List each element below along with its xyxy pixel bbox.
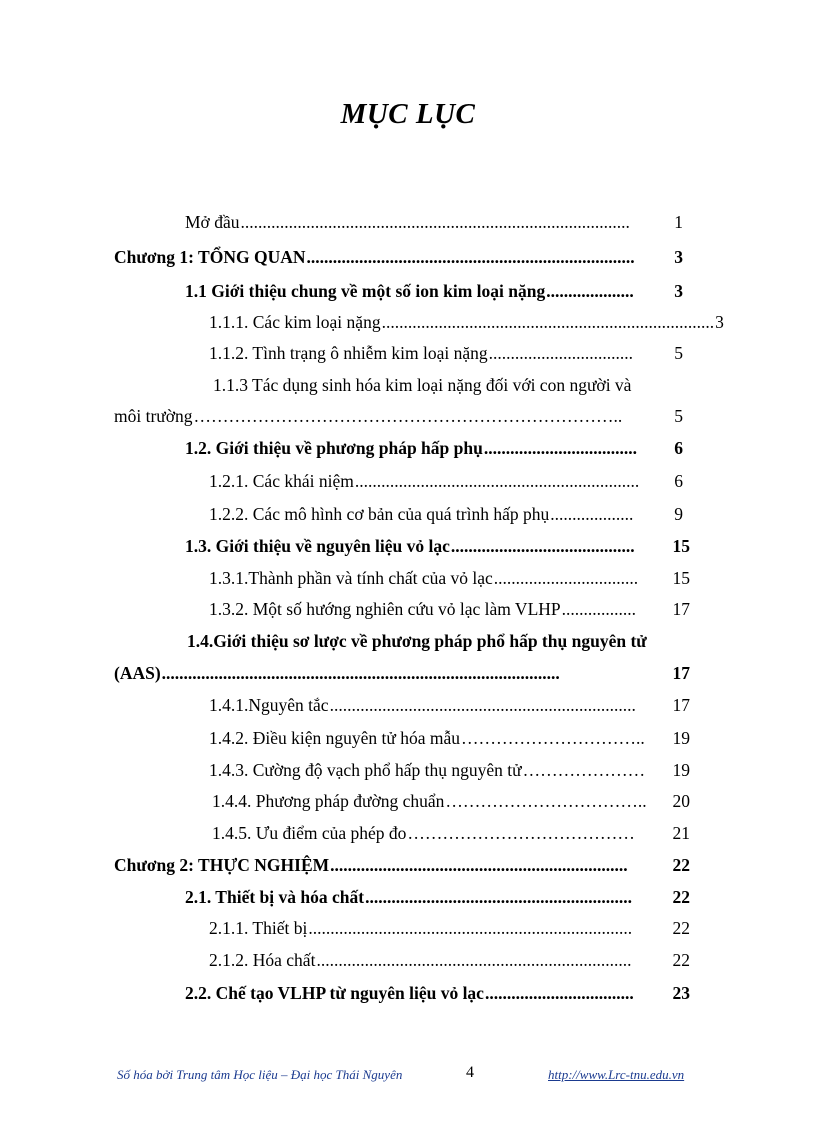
toc-entry (209, 307, 724, 337)
toc-entry-continued (187, 626, 716, 656)
footer-link[interactable]: http://www.Lrc-tnu.edu.vn (548, 1067, 685, 1082)
toc-leader: ........................................................................................... (161, 663, 560, 683)
toc-leader: ......................................................................................... (240, 212, 630, 232)
toc-page-number: 17 (672, 599, 690, 619)
toc-page-number: 20 (672, 791, 690, 811)
toc-entry-label: 1.1.1. Các kim loại nặng (209, 312, 381, 332)
toc-entry-label: Chương 2: THỰC NGHIỆM (114, 855, 330, 875)
toc-entry (185, 433, 683, 463)
toc-entry (185, 276, 683, 306)
toc-page-number: 17 (672, 663, 690, 683)
toc-entry (212, 786, 690, 816)
toc-entry (185, 207, 683, 237)
toc-page-number: 22 (672, 887, 690, 907)
toc-entry (209, 723, 690, 753)
page-title: MỤC LỤC (340, 98, 476, 130)
toc-entry-label: 1.3.1.Thành phần và tính chất của vỏ lạc (209, 568, 493, 588)
toc-page-number: 22 (672, 855, 690, 875)
toc-entry-label: 2.2. Chế tạo VLHP từ nguyên liệu vỏ lạc (185, 983, 484, 1003)
toc-entry-label: 2.1.2. Hóa chất (209, 950, 316, 970)
toc-leader: ………………… (522, 760, 646, 780)
toc-page-number: 9 (674, 504, 683, 524)
toc-entry-label: 1.3.2. Một số hướng nghiên cứu vỏ lạc làm VLHP (209, 599, 561, 619)
page-footer (0, 1064, 816, 1091)
toc-entry-label: Chương 1: TỔNG QUAN (114, 247, 306, 267)
toc-entry (209, 755, 690, 785)
toc-entry (209, 594, 690, 624)
toc-page-number: 3 (715, 312, 724, 332)
toc-leader: .................... (546, 281, 634, 301)
toc-entry-label: Mở đầu (185, 212, 240, 232)
toc-page-number: 17 (672, 695, 690, 715)
toc-leader: ............................................................................ (381, 312, 715, 332)
toc-leader: ............................................................. (365, 887, 632, 907)
toc-entry (185, 531, 690, 561)
toc-leader: .................................. (484, 983, 634, 1003)
toc-leader: .......................................... (450, 536, 635, 556)
toc-entry-label: 1.2.2. Các mô hình cơ bản của quá trình hấp phụ (209, 504, 550, 524)
toc-page-number: 5 (674, 343, 683, 363)
toc-entry (209, 499, 683, 529)
toc-leader: ................................. (488, 343, 634, 363)
toc-entry-label: 1.2.1. Các khái niệm (209, 471, 354, 491)
toc-entry (185, 882, 690, 912)
toc-entry-label: 1.4.3. Cường độ vạch phổ hấp thụ nguyên tử (209, 760, 522, 780)
toc-page-number: 22 (672, 950, 690, 970)
toc-entry-continued (213, 370, 631, 400)
toc-entry (114, 658, 690, 688)
toc-page-number: 19 (672, 728, 690, 748)
toc-entry-label: (AAS) (114, 663, 161, 683)
footer-source: Số hóa bởi Trung tâm Học liệu – Đại học Thái Nguyên (117, 1067, 403, 1082)
toc-entry-label: 1.1.3 Tác dụng sinh hóa kim loại nặng đối với con người và (213, 375, 632, 395)
toc-leader: ……………………………………………………………….. (193, 406, 623, 426)
toc-entry (212, 818, 690, 848)
toc-entry (114, 850, 690, 880)
toc-page-number: 22 (672, 918, 690, 938)
toc-entry-label: 1.4.Giới thiệu sơ lược về phương pháp phổ hấp thụ nguyên tử (187, 631, 647, 651)
toc-leader: .......................................................................... (308, 918, 633, 938)
toc-leader: .................................................................... (330, 855, 628, 875)
toc-entry-label: 1.3. Giới thiệu về nguyên liệu vỏ lạc (185, 536, 450, 556)
toc-entry-label: 1.4.2. Điều kiện nguyên tử hóa mẫu (209, 728, 461, 748)
toc-page-number: 3 (674, 281, 683, 301)
toc-leader: ................................. (493, 568, 639, 588)
toc-entry-label: 1.4.1.Nguyên tắc (209, 695, 329, 715)
toc-page-number: 23 (672, 983, 690, 1003)
toc-entry (209, 563, 690, 593)
toc-page-number: 6 (674, 471, 683, 491)
toc-leader: ................................................................. (354, 471, 640, 491)
toc-entry-label: 1.1.2. Tình trạng ô nhiễm kim loại nặng (209, 343, 488, 363)
toc-page-number: 5 (674, 406, 683, 426)
toc-entry-label: 1.1 Giới thiệu chung về một số ion kim loại nặng (185, 281, 546, 301)
toc-page-number: 6 (674, 438, 683, 458)
toc-entry-label: 1.2. Giới thiệu về phương pháp hấp phụ (185, 438, 483, 458)
toc-leader: ………………………………… (407, 823, 635, 843)
toc-entry-label: 2.1. Thiết bị và hóa chất (185, 887, 365, 907)
toc-entry (185, 978, 690, 1008)
toc-page-number: 15 (672, 536, 690, 556)
toc-leader: ........................................................................... (306, 247, 635, 267)
toc-page-number: 1 (674, 212, 683, 232)
toc-leader: …………………………….. (445, 791, 647, 811)
footer-page-number: 4 (466, 1064, 474, 1081)
toc-leader: ...................................................................... (329, 695, 636, 715)
toc-leader: ................................... (483, 438, 637, 458)
toc-entry (209, 690, 690, 720)
toc-entry (209, 466, 683, 496)
toc-leader: ………………………….. (461, 728, 645, 748)
toc-entry-label: môi trường (114, 406, 193, 426)
toc-entry (209, 338, 683, 368)
toc-entry (114, 401, 683, 431)
toc-page-number: 19 (672, 760, 690, 780)
toc-entry (209, 913, 690, 943)
toc-entry-label: 2.1.1. Thiết bị (209, 918, 308, 938)
toc-leader: ........................................................................ (316, 950, 632, 970)
toc-leader: ................... (550, 504, 634, 524)
toc-page-number: 15 (672, 568, 690, 588)
toc-leader: ................. (561, 599, 636, 619)
toc-entry (114, 242, 683, 272)
toc-entry-label: 1.4.4. Phương pháp đường chuẩn (212, 791, 445, 811)
toc-page-number: 3 (674, 247, 683, 267)
toc-page-number: 21 (672, 823, 690, 843)
toc-entry-label: 1.4.5. Ưu điểm của phép đo (212, 823, 407, 843)
toc-entry (209, 945, 690, 975)
